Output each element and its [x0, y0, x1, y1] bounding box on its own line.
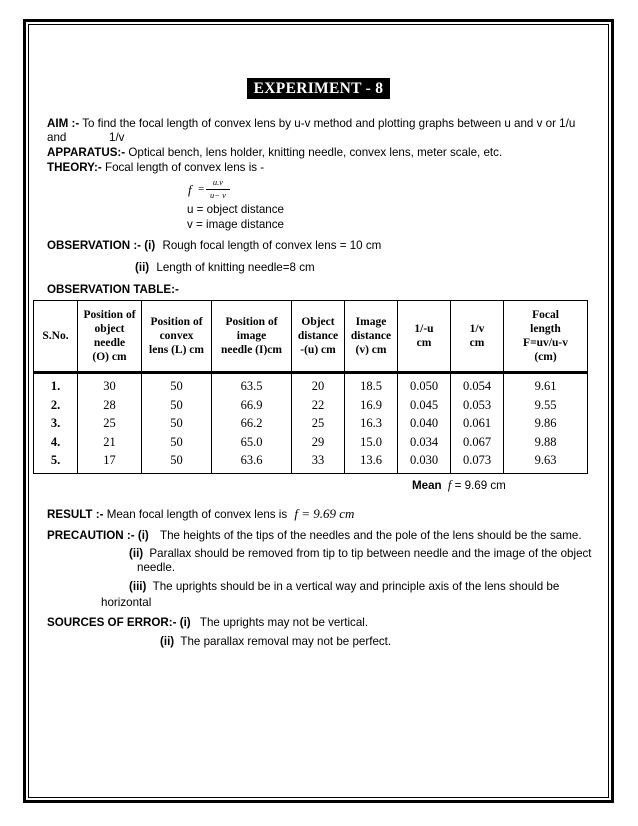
observation-label: OBSERVATION :- — [47, 239, 142, 252]
precaution-i-label: (i) — [137, 529, 149, 542]
table-cell: 63.6 — [212, 451, 292, 473]
mean-symbol: f — [447, 478, 452, 492]
precaution-ii-text: Parallax should be removed from tip to tip between needle and the image of the object — [149, 547, 592, 560]
table-cell-sno: 1. — [34, 373, 78, 396]
result-label: RESULT :- — [47, 508, 104, 521]
table-header-text: S.No. — [42, 330, 69, 342]
table-header-text: cm — [416, 337, 432, 349]
definition-u: u = object distance — [187, 203, 285, 216]
table-header-cell — [292, 301, 345, 373]
precaution-line-i — [47, 529, 582, 543]
table-cell: 25 — [292, 414, 345, 433]
mean-label: Mean — [412, 479, 442, 492]
table-header-cell — [451, 301, 504, 373]
table-cell: 50 — [142, 373, 212, 396]
table-cell: 0.040 — [398, 414, 451, 433]
table-cell: 0.045 — [398, 396, 451, 415]
table-cell: 66.9 — [212, 396, 292, 415]
observation-i-label: (i) — [144, 239, 156, 252]
table-header-text: Position of — [225, 316, 278, 328]
table-row — [34, 373, 588, 396]
table-cell: 50 — [142, 451, 212, 473]
table-cell: 33 — [292, 451, 345, 473]
table-header-cell — [345, 301, 398, 373]
table-header-text: distance — [350, 330, 392, 342]
table-cell: 20 — [292, 373, 345, 396]
table-cell: 0.073 — [451, 451, 504, 473]
table-cell: 0.053 — [451, 396, 504, 415]
table-cell: 9.61 — [504, 373, 588, 396]
table-cell: 9.63 — [504, 451, 588, 473]
theory-line — [47, 161, 264, 175]
theory-label: THEORY:- — [47, 161, 102, 174]
table-header-text: Position of — [83, 309, 136, 321]
table-cell: 9.86 — [504, 414, 588, 433]
table-header-row — [34, 301, 588, 373]
mean-value: = 9.69 cm — [454, 479, 506, 492]
precaution-ii-text-cont: needle. — [137, 561, 176, 574]
observation-ii-label: (ii) — [135, 261, 150, 274]
table-cell-sno: 4. — [34, 433, 78, 452]
table-cell: 30 — [78, 373, 142, 396]
sources-i-text: The uprights may not be vertical. — [199, 616, 369, 629]
observation-table — [33, 300, 588, 474]
table-row — [34, 451, 588, 473]
table-cell: 0.034 — [398, 433, 451, 452]
precaution-i-text: The heights of the tips of the needles and the pole of the lens should be the same. — [160, 529, 582, 542]
precaution-line-iii — [129, 580, 559, 594]
table-cell: 0.067 — [451, 433, 504, 452]
table-header-text: 1/-u — [414, 323, 434, 335]
table-header-text: -(u) cm — [300, 344, 336, 356]
precaution-line-ii — [129, 547, 592, 561]
table-header-cell — [34, 301, 78, 373]
table-cell: 9.88 — [504, 433, 588, 452]
result-formula: f = 9.69 cm — [294, 506, 355, 521]
table-header-cell — [398, 301, 451, 373]
result-text: Mean focal length of convex lens is — [106, 508, 288, 521]
table-cell: 0.054 — [451, 373, 504, 396]
table-header-text: object — [94, 323, 125, 335]
mean-line — [412, 478, 506, 493]
table-cell: 63.5 — [212, 373, 292, 396]
precaution-iii-text: The uprights should be in a vertical way and principle axis of the lens should be — [152, 580, 560, 593]
table-header-text: needle — [93, 337, 126, 349]
table-cell: 16.3 — [345, 414, 398, 433]
aim-text: To find the focal length of convex lens by u-v method and plotting graphs between u and v or 1/u — [82, 117, 576, 130]
table-row — [34, 433, 588, 452]
theory-text: Focal length of convex lens is - — [104, 161, 265, 174]
apparatus-text: Optical bench, lens holder, knitting needle, convex lens, meter scale, etc. — [128, 146, 503, 159]
formula-denominator: u− v — [210, 190, 226, 200]
table-header-text: (v) cm — [355, 344, 387, 356]
table-cell: 21 — [78, 433, 142, 452]
table-header-cell — [78, 301, 142, 373]
precaution-iii-text-cont: horizontal — [101, 596, 152, 609]
table-cell-sno: 2. — [34, 396, 78, 415]
table-cell: 17 — [78, 451, 142, 473]
table-cell: 22 — [292, 396, 345, 415]
table-cell: 50 — [142, 433, 212, 452]
table-cell: 16.9 — [345, 396, 398, 415]
table-row — [34, 396, 588, 415]
table-header-text: lens (L) cm — [149, 344, 204, 356]
apparatus-line — [47, 146, 502, 160]
table-header-text: convex — [159, 330, 194, 342]
table-cell: 66.2 — [212, 414, 292, 433]
formula-lhs: f — [188, 182, 192, 197]
table-cell: 50 — [142, 396, 212, 415]
observation-i-text: Rough focal length of convex lens = 10 cm — [162, 239, 382, 252]
observation-ii-text: Length of knitting needle=8 cm — [156, 261, 315, 274]
precaution-ii-label: (ii) — [129, 547, 144, 560]
formula-numerator: u.v — [212, 177, 224, 187]
table-cell: 15.0 — [345, 433, 398, 452]
table-header-text: F=uv/u-v — [523, 337, 568, 349]
table-header-text: distance — [297, 330, 339, 342]
table-cell: 65.0 — [212, 433, 292, 452]
table-header-text: (O) cm — [92, 351, 127, 363]
table-header-text: Object — [301, 316, 335, 328]
table-header-text: 1/v — [469, 323, 485, 335]
table-header-text: needle (I)cm — [221, 344, 282, 356]
precaution-label: PRECAUTION :- — [47, 529, 135, 542]
table-cell: 9.55 — [504, 396, 588, 415]
formula-equals: = — [198, 183, 205, 195]
table-header-cell — [212, 301, 292, 373]
observation-line-ii — [135, 261, 315, 275]
aim-line2-and: and — [47, 131, 67, 144]
table-header-text: image — [236, 330, 267, 342]
aim-label: AIM :- — [47, 117, 80, 130]
table-cell: 0.061 — [451, 414, 504, 433]
sources-line-i — [47, 616, 368, 630]
experiment-title: EXPERIMENT - 8 — [247, 78, 390, 99]
table-body — [34, 373, 588, 474]
aim-line2-inv-v: 1/v — [109, 131, 125, 144]
table-header-text: Position of — [150, 316, 203, 328]
definition-v: v = image distance — [187, 218, 284, 231]
sources-i-label: (i) — [179, 616, 191, 629]
table-cell: 18.5 — [345, 373, 398, 396]
result-line — [47, 507, 354, 522]
table-cell: 29 — [292, 433, 345, 452]
table-cell: 28 — [78, 396, 142, 415]
sources-label: SOURCES OF ERROR:- — [47, 616, 177, 629]
table-cell: 0.050 — [398, 373, 451, 396]
observation-line-i — [47, 239, 381, 253]
table-cell: 0.030 — [398, 451, 451, 473]
sources-line-ii — [160, 635, 391, 649]
table-header-text: cm — [469, 337, 485, 349]
precaution-iii-label: (iii) — [129, 580, 147, 593]
table-cell-sno: 5. — [34, 451, 78, 473]
table-header-text: Image — [355, 316, 387, 328]
table-cell: 50 — [142, 414, 212, 433]
table-cell: 25 — [78, 414, 142, 433]
table-header-cell — [504, 301, 588, 373]
table-header-text: (cm) — [534, 351, 557, 363]
sources-ii-label: (ii) — [160, 635, 175, 648]
table-cell-sno: 3. — [34, 414, 78, 433]
apparatus-label: APPARATUS:- — [47, 146, 126, 159]
table-header-text: length — [530, 323, 561, 335]
table-row — [34, 414, 588, 433]
sources-ii-text: The parallax removal may not be perfect. — [180, 635, 392, 648]
table-header-cell — [142, 301, 212, 373]
table-header-text: Focal — [532, 309, 559, 321]
observation-table-label: OBSERVATION TABLE:- — [47, 283, 179, 296]
aim-line — [47, 117, 575, 131]
table-cell: 13.6 — [345, 451, 398, 473]
